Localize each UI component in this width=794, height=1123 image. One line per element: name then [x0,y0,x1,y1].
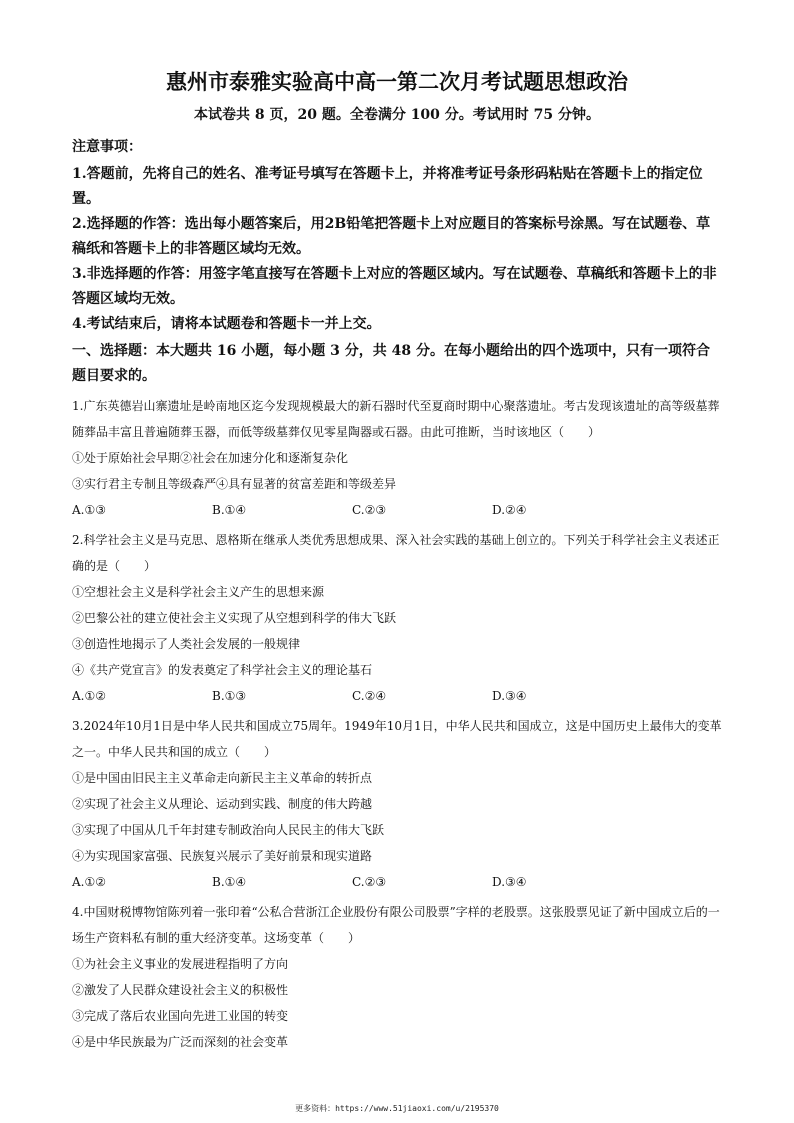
choice-d: D.③④ [492,689,527,703]
question-option: ③实现了中国从几千年封建专制政治向人民民主的伟大飞跃 [72,823,385,837]
question-option: ①是中国由旧民主主义革命走向新民主主义革命的转折点 [72,771,373,785]
question-option: ②激发了人民群众建设社会主义的积极性 [72,983,289,997]
question-option: ③实行君主专制且等级森严④具有显著的贫富差距和等级差异 [72,477,397,491]
choice-c: C.②③ [352,503,387,517]
question-4 [72,899,722,1055]
question-option: ③创造性地揭示了人类社会发展的一般规律 [72,637,301,651]
question-option: ④是中华民族最为广泛而深刻的社会变革 [72,1035,289,1049]
notice-item: 1.答题前，先将自己的姓名、准考证号填写在答题卡上，并将准考证号条形码粘贴在答题卡上的指定位置。 [72,166,703,207]
choice-c: C.②④ [352,689,387,703]
choice-a: A.①② [72,875,106,889]
question-stem: 3.2024年10月1日是中华人民共和国成立75周年。1949年10月1日，中华人民共和国成立，这是中国历史上最伟大的变革之一。中华人民共和国的成立（ ） [72,719,722,759]
page-title: 惠州市泰雅实验高中高一第二次月考试题思想政治 [166,69,628,94]
question-option: ④为实现国家富强、民族复兴展示了美好前景和现实道路 [72,849,373,863]
answer-choices [72,683,722,709]
notice-item: 2.选择题的作答：选出每小题答案后，用2B铅笔把答题卡上对应题目的答案标号涂黑。写在试题卷、草稿纸和答题卡上的非答题区域均无效。 [72,216,711,257]
choice-d: D.②④ [492,503,527,517]
choice-b: B.①④ [212,503,247,517]
page-subtitle: 本试卷共 8 页，20 题。全卷满分 100 分。考试用时 75 分钟。 [193,107,601,123]
notice-item: 4.考试结束后，请将本试题卷和答题卡一并上交。 [72,316,381,332]
question-stem: 4.中国财税博物馆陈列着一张印着“公私合营浙江企业股份有限公司股票”字样的老股票。这张股票见证了新中国成立后的一场生产资料私有制的重大经济变革。这场变革（ ） [72,905,720,945]
answer-choices [72,497,722,523]
question-option: ②巴黎公社的建立使社会主义实现了从空想到科学的伟大飞跃 [72,611,397,625]
choice-b: B.①④ [212,875,247,889]
question-stem: 1.广东英德岩山寨遗址是岭南地区迄今发现规模最大的新石器时代至夏商时期中心聚落遗址。考古发现该遗址的高等级墓葬随葬品丰富且普遍随葬玉器，而低等级墓葬仅见零星陶器或石器。由此可推断，当时该地区（ ） [72,399,720,439]
choice-a: A.①③ [72,503,106,517]
choice-c: C.②③ [352,875,387,889]
notice-heading: 注意事项： [72,139,142,155]
footer-resource-link[interactable]: 更多资料：https://www.51jiaoxi.com/u/2195370 [295,1104,499,1113]
notice-item: 3.非选择题的作答：用签字笔直接写在答题卡上对应的答题区域内。写在试题卷、草稿纸和答题卡上的非答题区域均无效。 [72,266,717,307]
answer-choices [72,869,722,895]
question-1 [72,393,722,523]
question-option: ③完成了落后农业国向先进工业国的转变 [72,1009,289,1023]
choice-d: D.③④ [492,875,527,889]
question-option: ①为社会主义事业的发展进程指明了方向 [72,957,289,971]
question-3 [72,713,722,895]
question-stem: 2.科学社会主义是马克思、恩格斯在继承人类优秀思想成果、深入社会实践的基础上创立的。下列关于科学社会主义表述正确的是（ ） [72,533,720,573]
exam-page [72,60,722,1055]
question-option: ④《共产党宣言》的发表奠定了科学社会主义的理论基石 [72,663,373,677]
section-heading: 一、选择题：本大题共 16 小题，每小题 3 分，共 48 分。在每小题给出的四个选项中，只有一项符合题目要求的。 [72,343,710,384]
choice-b: B.①③ [212,689,247,703]
question-option: ①处于原始社会早期②社会在加速分化和逐渐复杂化 [72,451,349,465]
choice-a: A.①② [72,689,106,703]
question-option: ①空想社会主义是科学社会主义产生的思想来源 [72,585,325,599]
question-2 [72,527,722,709]
question-option: ②实现了社会主义从理论、运动到实践、制度的伟大跨越 [72,797,373,811]
